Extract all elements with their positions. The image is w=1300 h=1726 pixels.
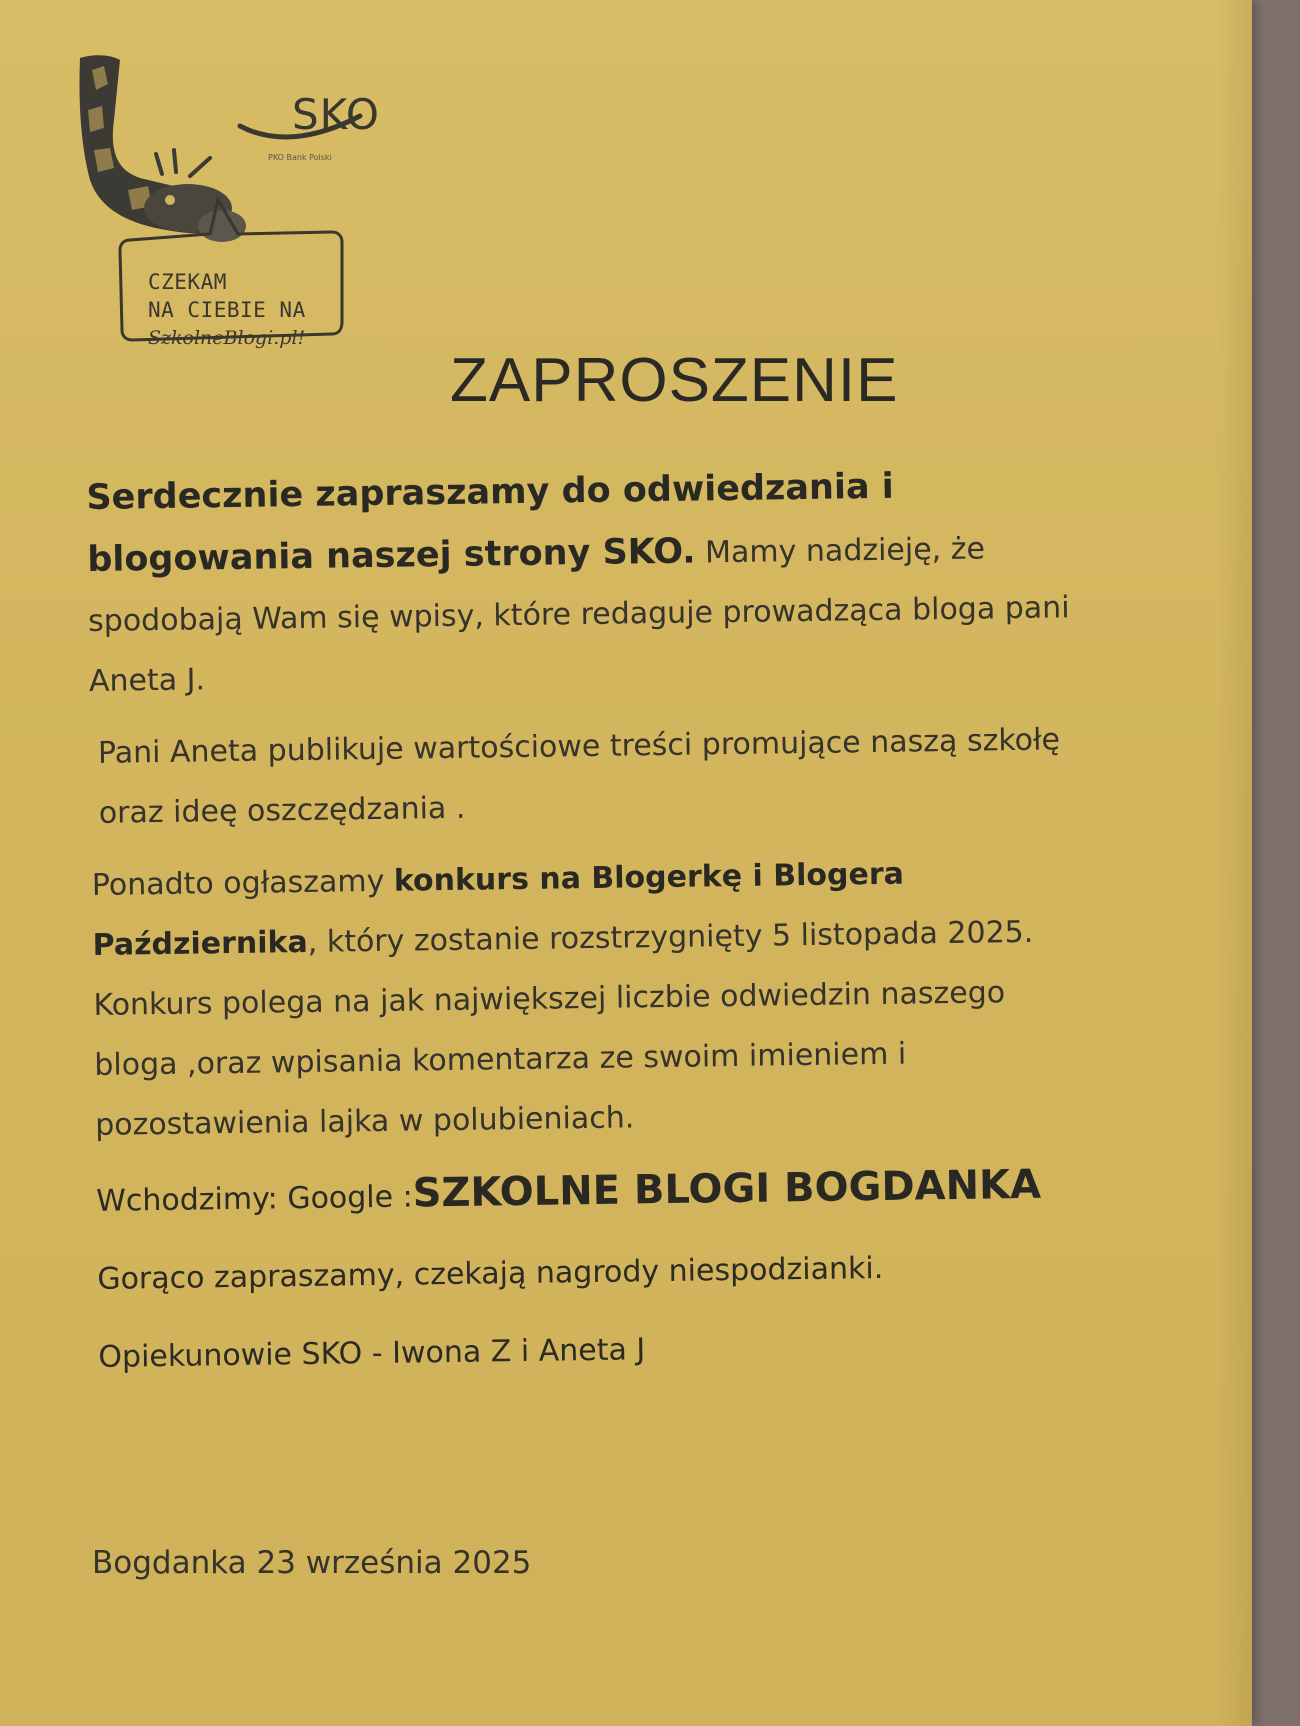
google-instruction	[96, 1154, 1097, 1232]
svg-text:PKO Bank Polski: PKO Bank Polski	[268, 153, 332, 162]
bubble-line-2: NA CIEBIE NA	[148, 298, 306, 322]
contest-name: konkurs na Blogerkę i Blogera Października	[92, 856, 905, 963]
closing-line: Gorąco zapraszamy, czekają nagrody niespodzianki.	[97, 1250, 884, 1297]
paragraph-contest	[91, 842, 1095, 1156]
contest-intro: Ponadto ogłaszamy	[91, 863, 395, 903]
invitation-body	[86, 454, 1099, 1388]
signature-line: Opiekunowie SKO - Iwona Z i Aneta J	[98, 1332, 646, 1375]
google-prefix: Wchodzimy: Google :	[95, 1179, 413, 1219]
contest-rules: , który zostanie rozstrzygnięty 5 listopada 2025. Konkurs polega na jak największej liczbie odwiedzin naszego bloga ,oraz wpisania komentarza ze swoim imieniem i pozostawienia lajka w polubieniach.	[93, 914, 1034, 1143]
intro-rest: Mamy nadzieję, że spodobają Wam się wpisy, które redaguje prowadząca bloga pani Aneta J.	[87, 531, 1070, 699]
paragraph-intro	[86, 454, 1089, 712]
page-title: ZAPROSZENIE	[450, 346, 899, 415]
paragraph-blogger: Pani Aneta publikuje wartościowe treści promujące naszą szkołę oraz ideę oszczędzania .	[97, 722, 1061, 831]
sko-logo-text: SKO	[292, 90, 380, 139]
bubble-line-1: CZEKAM	[148, 270, 227, 294]
intro-lead: Serdecznie zapraszamy do odwiedzania i blogowania naszej strony SKO.	[86, 466, 895, 580]
speech-bubble	[148, 268, 306, 352]
date-line: Bogdanka 23 września 2025	[92, 1545, 532, 1581]
google-query: SZKOLNE BLOGI BOGDANKA	[412, 1161, 1042, 1217]
bubble-line-3: SzkolneBlogi.pl!	[148, 327, 306, 349]
